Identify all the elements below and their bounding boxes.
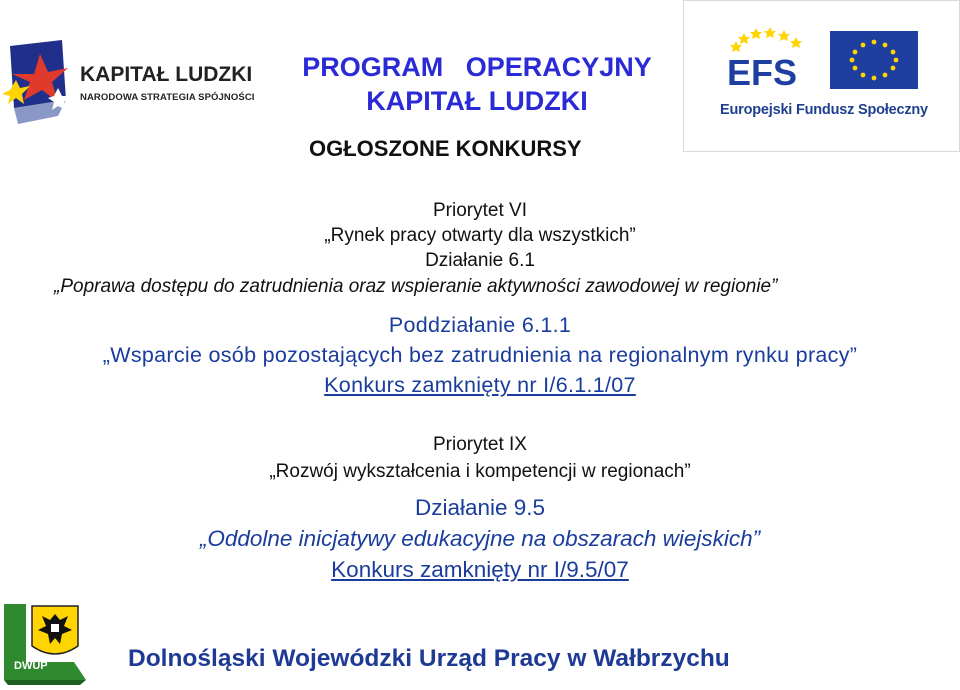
- action-9-5-name: „Oddolne inicjatywy edukacyjne na obszarach wiejskich”: [199, 526, 761, 551]
- contest-9-5-link[interactable]: Konkurs zamknięty nr I/9.5/07: [331, 557, 629, 582]
- action-6-1-label: Działanie 6.1: [425, 250, 535, 271]
- footer-office-name: Dolnośląski Wojewódzki Urząd Pracy w Wałbrzychu: [128, 645, 730, 672]
- action-6-1-name: „Poprawa dostępu do zatrudnienia oraz wspieranie aktywności zawodowej w regionie”: [54, 276, 778, 297]
- priority-vi-name: „Rynek pracy otwarty dla wszystkich”: [324, 225, 636, 246]
- efs-letters: EFS: [727, 52, 798, 93]
- program-title: [292, 50, 662, 118]
- subaction-6-1-1-label: Poddziałanie 6.1.1: [388, 313, 572, 337]
- kapital-ludzki-emblem: [0, 38, 80, 128]
- action-9-5-label: Działanie 9.5: [414, 495, 546, 520]
- efs-logo: [683, 0, 960, 152]
- program-title-line2: KAPITAŁ LUDZKI: [366, 86, 588, 116]
- priority-vi-label: Priorytet VI: [433, 200, 527, 221]
- dwup-label: DWUP: [14, 660, 48, 672]
- program-title-line1: PROGRAM OPERACYJNY: [302, 52, 652, 82]
- dwup-logo: [0, 600, 90, 685]
- priority-ix-label: Priorytet IX: [433, 434, 527, 455]
- dwup-emblem: [0, 600, 90, 685]
- efs-caption: Europejski Fundusz Społeczny: [720, 102, 928, 118]
- priority-ix-name: „Rozwój wykształcenia i kompetencji w regionach”: [269, 461, 691, 482]
- announced-contests-heading: OGŁOSZONE KONKURSY: [309, 136, 582, 161]
- subaction-6-1-1-name: „Wsparcie osób pozostających bez zatrudnienia na regionalnym rynku pracy”: [102, 343, 858, 367]
- contest-6-1-1-link[interactable]: Konkurs zamknięty nr I/6.1.1/07: [324, 373, 636, 397]
- kapital-ludzki-logo: [0, 38, 275, 128]
- kapital-ludzki-title: KAPITAŁ LUDZKI: [80, 63, 253, 86]
- efs-emblem: [684, 1, 960, 101]
- kapital-ludzki-subtitle: NARODOWA STRATEGIA SPÓJNOŚCI: [80, 92, 255, 103]
